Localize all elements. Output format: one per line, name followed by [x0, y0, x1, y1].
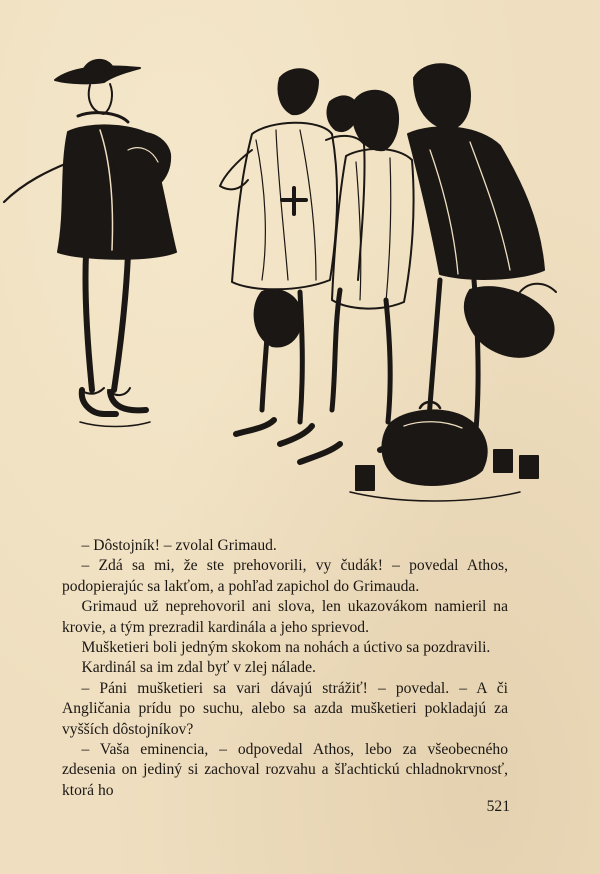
- officer-figure: [4, 60, 176, 414]
- musketeer-figure-4: [408, 64, 556, 430]
- picnic-basket: [80, 402, 538, 501]
- musketeer-figure-1: [220, 69, 337, 444]
- page-number: 521: [486, 798, 510, 815]
- paragraph: – Zdá sa mi, že ste prehovorili, vy čudák! – povedal Athos, podopierajúc sa lakťom, a pohľad zapichol do Grimauda.: [62, 557, 508, 595]
- paragraph: – Páni mušketieri sa vari dávajú strážiť! – povedal. – A či Angličania prídu po suchu, alebo sa azda mušketieri pokladajú za vyšších dôstojníkov?: [62, 679, 508, 738]
- paragraph: Grimaud už neprehovoril ani slova, len ukazovákom namieril na krovie, a tým prezradil kardinála a jeho sprievod.: [62, 598, 508, 636]
- body-text: [62, 536, 508, 801]
- paragraph: – Dôstojník! – zvolal Grimaud.: [81, 537, 277, 554]
- paragraph: Kardinál sa im zdal byť v zlej nálade.: [81, 659, 316, 677]
- paragraph: Mušketieri boli jedným skokom na nohách a úctivo sa pozdravili.: [81, 639, 491, 657]
- musketeer-figure-3: [300, 91, 414, 462]
- paragraph: – Vaša eminencia, – odpovedal Athos, lebo za všeobecného zdesenia on jediný si zachoval rozvahu a šľachtickú chladnokrvnosť, ktorá ho: [62, 741, 508, 799]
- musketeers-illustration: [0, 30, 600, 510]
